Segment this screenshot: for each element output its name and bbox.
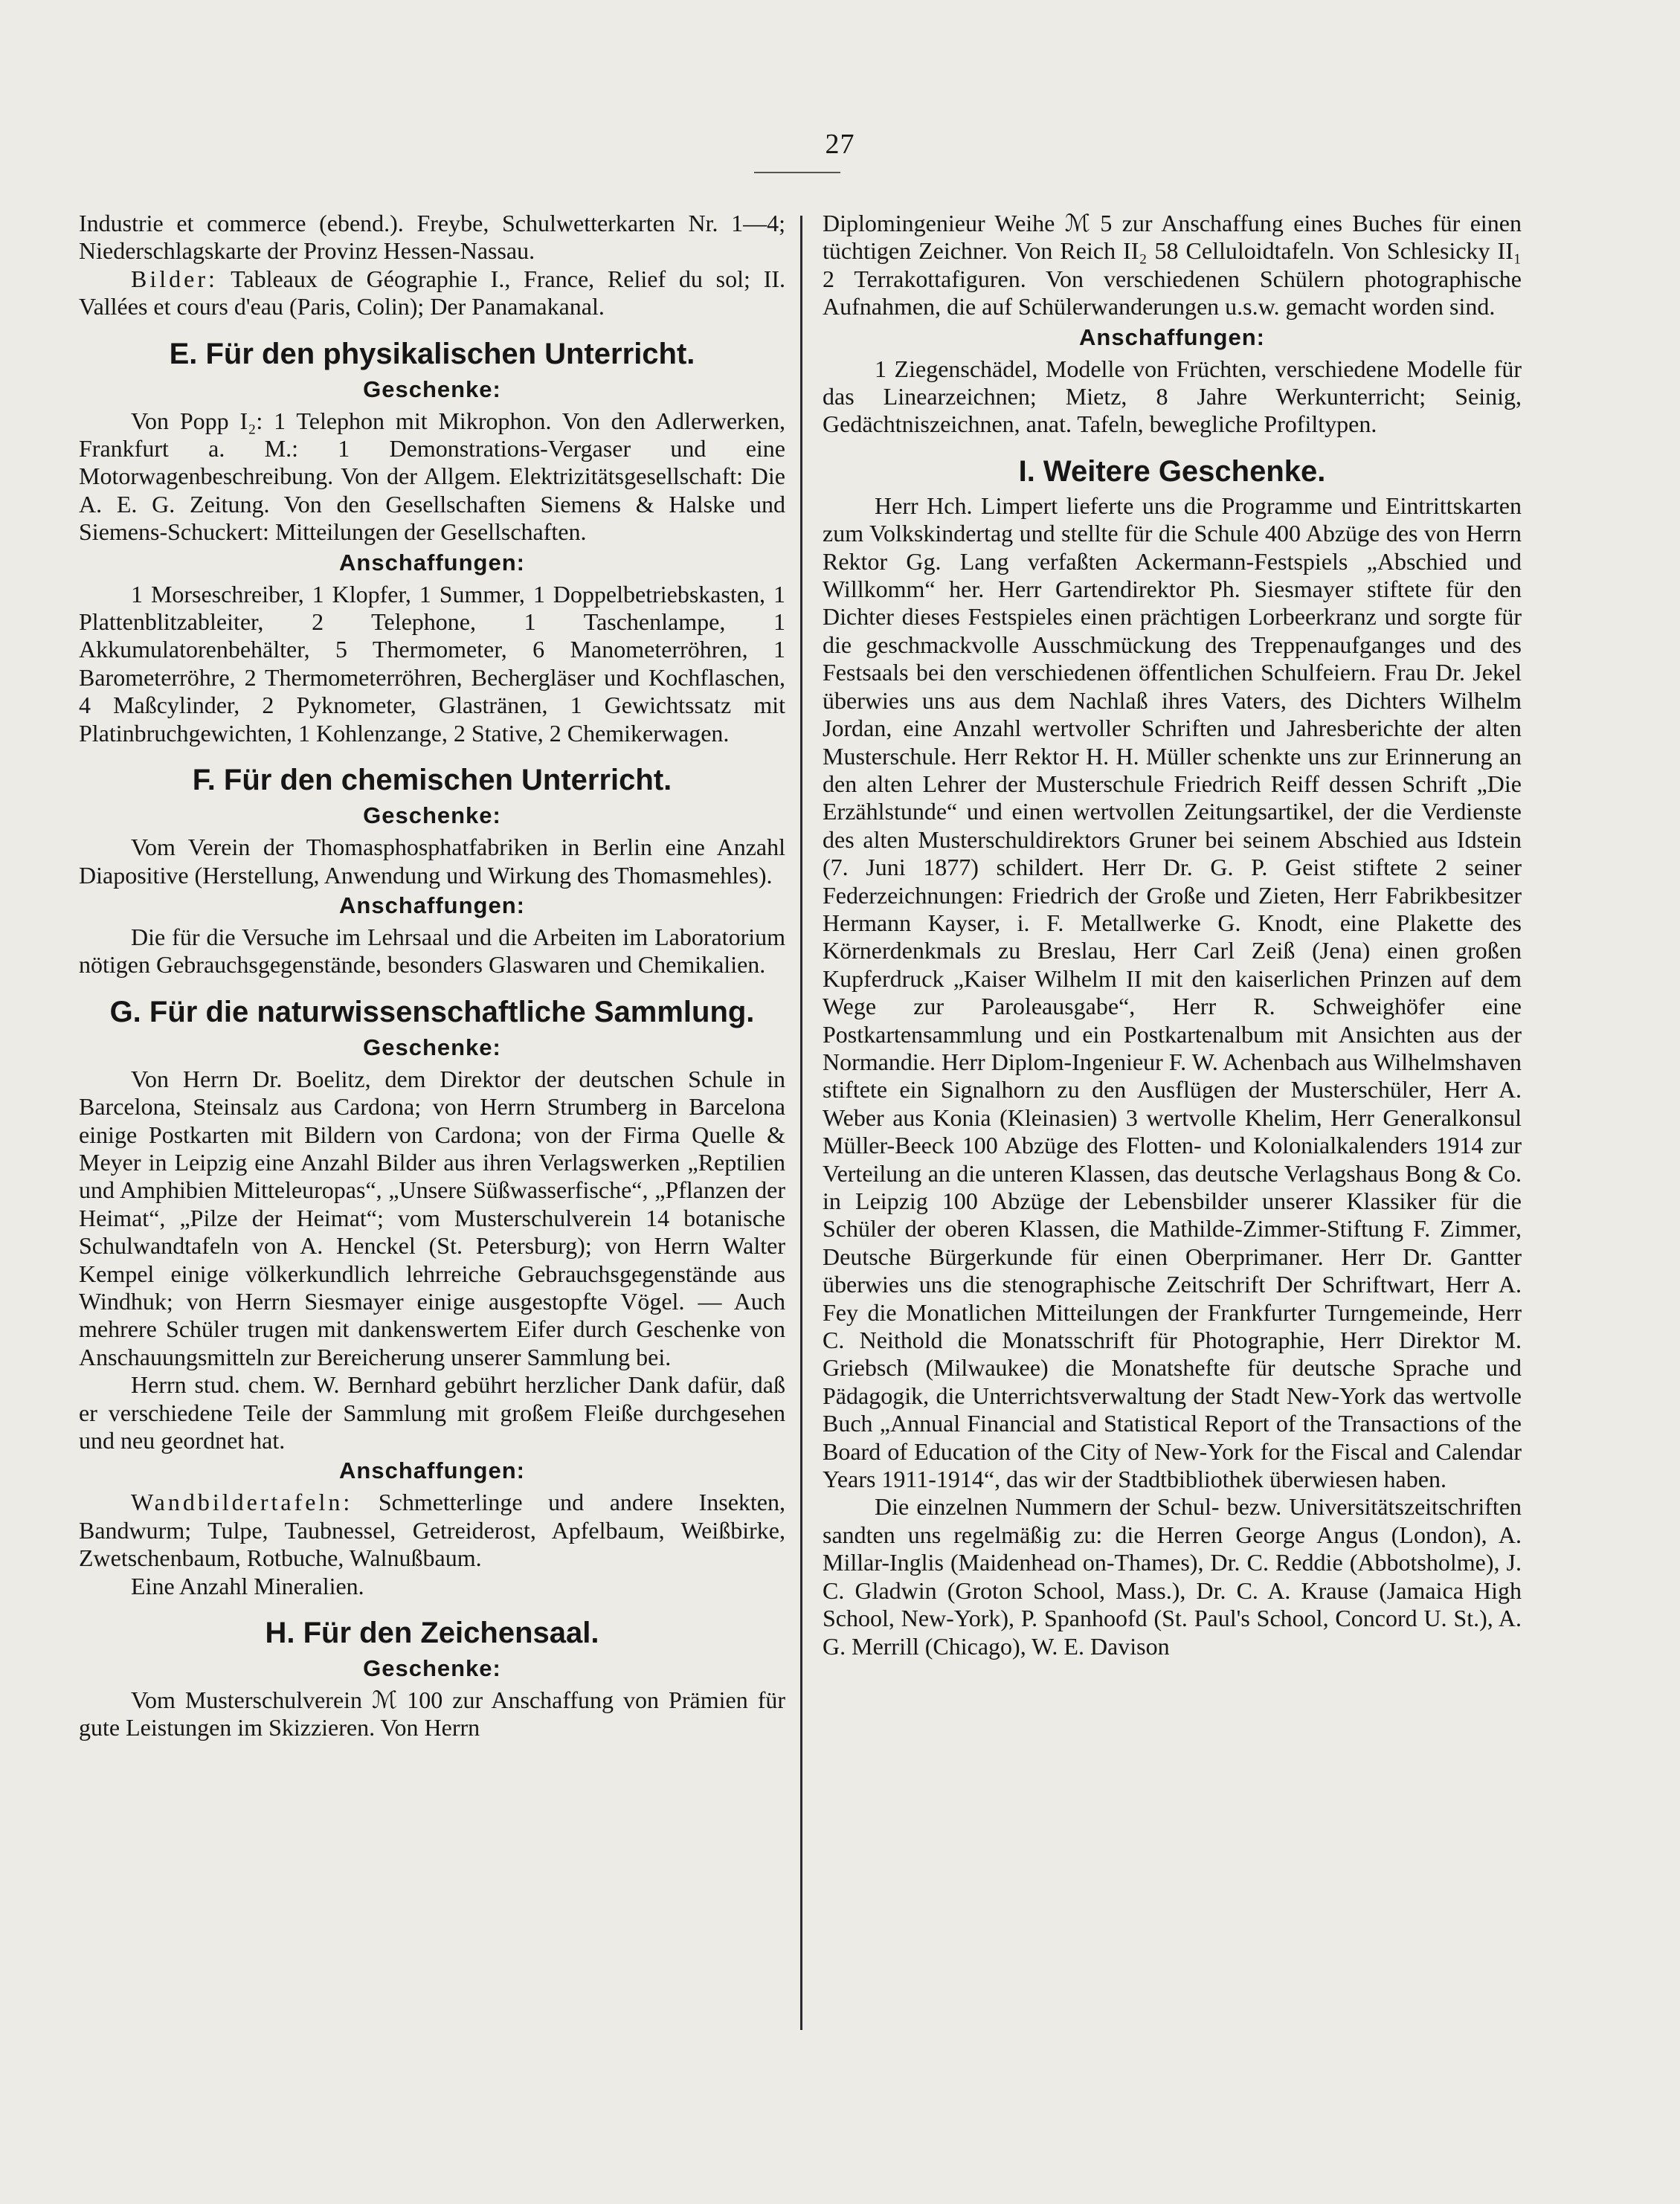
section-g-purchases-rest: Schmetterlinge und andere Insekten, Bandwurm; Tulpe, Taubnessel, Getreiderost, Apfelbaum, Weißbirke, Zwetschenbaum, Rotbuche, Walnußbaum. — [79, 1489, 785, 1572]
section-e-gifts-text: Von Popp I₂: 1 Telephon mit Mikrophon. Von den Adlerwerken, Frankfurt a. M.: 1 Demonstrations-Vergaser und eine Motorwagenbeschreibung. Von der Allgem. Elektrizitätsgesellschaft: Die A. E. G. Zeitung. Von den Gesellschaften Siemens & Halske und Siemens-Schuckert: Mitteilungen der Gesellschaften. — [79, 407, 785, 546]
section-h-gifts-heading: Geschenke: — [363, 1655, 501, 1682]
intro-paragraph-2-lead: Bilder: — [131, 265, 218, 292]
section-f-title: F. Für den chemischen Unterricht. — [192, 764, 672, 797]
section-e-gifts-heading: Geschenke: — [363, 376, 501, 402]
intro-paragraph-1: Industrie et commerce (ebend.). Freybe, Schulwetterkarten Nr. 1—4; Niederschlagskarte der Provinz Hessen-Nassau. — [79, 210, 785, 265]
section-g-title: G. Für die naturwissenschaftliche Sammlung. — [109, 995, 755, 1028]
section-i-text-1: Herr Hch. Limpert lieferte uns die Programme und Eintrittskarten zum Volkskindertag und stellte für die Schule 400 Abzüge des von Herrn Rektor Gg. Lang verfaßten Ackermann-Festspiels „Abschied und Willkomm“ her. Herr Gartendirektor Ph. Siesmayer stiftete für den Dichter dieses Festspieles einen prächtigen Lorbeerkranz und sorgte für die geschmackvolle Ausschmückung des Treppenaufganges und des Festsaals bei den verschiedenen öffentlichen Schulfeiern. Frau Dr. Jekel überwies uns aus dem Nachlaß ihres Vaters, des Dichters Wilhelm Jordan, eine Anzahl wertvoller Schriften und Jahresberichte der alten Musterschule. Herr Rektor H. H. Müller schenkte uns zur Erinnerung an den alten Lehrer der Musterschule Friedrich Reiff dessen Schrift „Die Erzählstunde“ und einen wertvollen Zeitungsartikel, der die Verdienste des alten Musterschuldirektors Gruner bei seinem Abschied aus Idstein (7. Juni 1877) schildert. Herr Dr. G. P. Geist stiftete 2 seiner Federzeichnungen: Friedrich der Große und Zieten, Herr Fabrikbesitzer Hermann Kayser, i. F. Metallwerke G. Knodt, eine Plakette des Körnerdenkmals zu Breslau, Herr Carl Zeiß (Jena) einen großen Kupferdruck „Kaiser Wilhelm II mit den kaiserlichen Prinzen auf dem Wege zur Paroleausgabe“, Herr R. Schweighöfer eine Postkartensammlung und ein Postkartenalbum mit Ansichten aus der Normandie. Herr Diplom-Ingenieur F. W. Achenbach aus Wilhelmshaven stiftete ein Signalhorn zu den Ausflügen der Musterschüler, Herr A. Weber aus Konia (Kleinasien) 3 wertvolle Khelim, Herr Generalkonsul Müller-Beeck 100 Abzüge des Flotten- und Kolonialkalenders 1914 zur Verteilung an die unteren Klassen, das deutsche Verlagshaus Bong & Co. in Leipzig 100 Abzüge der Lebensbilder unserer Klassiker für die Schüler der oberen Klassen, die Mathilde-Zimmer-Stiftung F. Zimmer, Deutsche Bürgerkunde für einen Oberprimaner. Herr Dr. Gantter überwies uns die stenographische Zeitschrift Der Schriftwart, Herr A. Fey die Monatlichen Mitteilungen der Frankfurter Turngemeinde, Herr C. Neithold die Monatsschrift für Photographie, Herr Direktor M. Griebsch (Milwaukee) die Monatshefte für deutsche Sprache und Pädagogik, die Unterrichtsverwaltung der Stadt New-York das wertvolle Buch „Annual Financial and Statistical Report of the Transactions of the Board of Education of the City of New-York for the Fiscal and Calendar Years 1911-1914“, das wir der Stadtbibliothek überwiesen haben. — [823, 492, 1522, 1493]
section-g-gifts-text-2: Herrn stud. chem. W. Bernhard gebührt herzlicher Dank dafür, daß er verschiedene Teile der Sammlung mit großem Fleiße durchgesehen und neu geordnet hat. — [79, 1371, 785, 1454]
continued-text: Diplomingenieur Weihe ℳ 5 zur Anschaffung eines Buches für einen tüchtigen Zeichner. Von Reich II₂ 58 Celluloidtafeln. Von Schlesicky II₁ 2 Terrakottafiguren. Von verschiedenen Schülern photographische Aufnahmen, die auf Schülerwanderungen u.s.w. gemacht worden sind. — [823, 210, 1522, 320]
right-purchases-heading: Anschaffungen: — [1079, 323, 1265, 350]
section-h-gifts-text: Vom Musterschulverein ℳ 100 zur Anschaffung von Prämien für gute Leistungen im Skizzieren. Von Herrn — [79, 1686, 785, 1741]
section-f-gifts-text: Vom Verein der Thomasphosphatfabriken in Berlin eine Anzahl Diapositive (Herstellung, Anwendung und Wirkung des Thomasmehles). — [79, 834, 785, 889]
section-i-text-2: Die einzelnen Nummern der Schul- bezw. Universitätszeitschriften sandten uns regelmäßig zu: die Herren George Angus (London), A. Millar-Inglis (Maidenhead on-Thames), Dr. C. Reddie (Abbotsholme), J. C. Gladwin (Groton School, Mass.), Dr. C. A. Krause (Jamaica High School, New-York), P. Spanhoofd (St. Paul's School, Concord U. St.), A. G. Merrill (Chicago), W. E. Davison — [823, 1493, 1522, 1660]
intro-paragraph-2 — [79, 265, 785, 321]
right-column — [823, 210, 1522, 1660]
section-g-purchases-text-2: Eine Anzahl Mineralien. — [131, 1572, 364, 1599]
intro-paragraph-2-text: Tableaux de Géographie I., France, Relief du sol; II. Vallées et cours d'eau (Paris, Colin); Der Panamakanal. — [79, 265, 785, 320]
section-h-title: H. Für den Zeichensaal. — [265, 1617, 599, 1650]
section-e-title: E. Für den physikalischen Unterricht. — [169, 337, 695, 370]
page-number: 27 — [825, 129, 855, 160]
section-e-purchases-heading: Anschaffungen: — [339, 549, 525, 576]
page-number-rule — [754, 172, 840, 173]
section-f-gifts-heading: Geschenke: — [363, 802, 501, 829]
section-f-purchases-text: Die für die Versuche im Lehrsaal und die Arbeiten im Laboratorium nötigen Gebrauchsgegenstände, besonders Glaswaren und Chemikalien. — [79, 923, 785, 979]
section-i-title: I. Weitere Geschenke. — [1018, 454, 1326, 488]
section-f-purchases-heading: Anschaffungen: — [339, 892, 525, 918]
section-g-purchases-text — [79, 1489, 785, 1572]
section-g-gifts-text-1: Von Herrn Dr. Boelitz, dem Direktor der deutschen Schule in Barcelona, Steinsalz aus Cardona; von Herrn Strumberg in Barcelona einige Postkarten mit Bildern von Cardona; von der Firma Quelle & Meyer in Leipzig eine Anzahl Bilder aus ihren Verlagswerken „Reptilien und Amphibien Mitteleuropas“, „Unsere Süßwasserfische“, „Pflanzen der Heimat“, „Pilze der Heimat“; vom Musterschulverein 14 botanische Schulwandtafeln von A. Henckel (St. Petersburg); von Herrn Walter Kempel einige völkerkundlich lehrreiche Gebrauchsgegenstände aus Windhuk; von Herrn Siesmayer einige ausgestopfte Vögel. — Auch mehrere Schüler trugen mit dankenswertem Eifer durch Geschenke von Anschauungsmitteln zur Bereicherung unserer Sammlung bei. — [79, 1065, 785, 1370]
column-divider — [800, 216, 802, 2030]
section-g-purchases-heading: Anschaffungen: — [339, 1457, 525, 1484]
section-e-purchases-text: 1 Morseschreiber, 1 Klopfer, 1 Summer, 1 Doppelbetriebskasten, 1 Plattenblitzableiter, 2 Telephone, 1 Taschenlampe, 1 Akkumulatorenbehälter, 5 Thermometer, 6 Manometerröhren, 1 Barometerröhre, 2 Thermometerröhren, Bechergläser und Kochflaschen, 4 Maßcylinder, 2 Pyknometer, Glastränen, 1 Gewichtssatz mit Platinbruchgewichten, 1 Kohlenzange, 2 Stative, 2 Chemikerwagen. — [79, 580, 785, 747]
section-g-gifts-heading: Geschenke: — [363, 1034, 501, 1060]
section-g-purchases-lead: Wandbildertafeln: — [131, 1489, 353, 1516]
left-column — [79, 210, 785, 1742]
right-purchases-text: 1 Ziegenschädel, Modelle von Früchten, verschiedene Modelle für das Linearzeichnen; Mietz, 8 Jahre Werkunterricht; Seinig, Gedächtniszeichnen, anat. Tafeln, bewegliche Profiltypen. — [823, 355, 1522, 438]
